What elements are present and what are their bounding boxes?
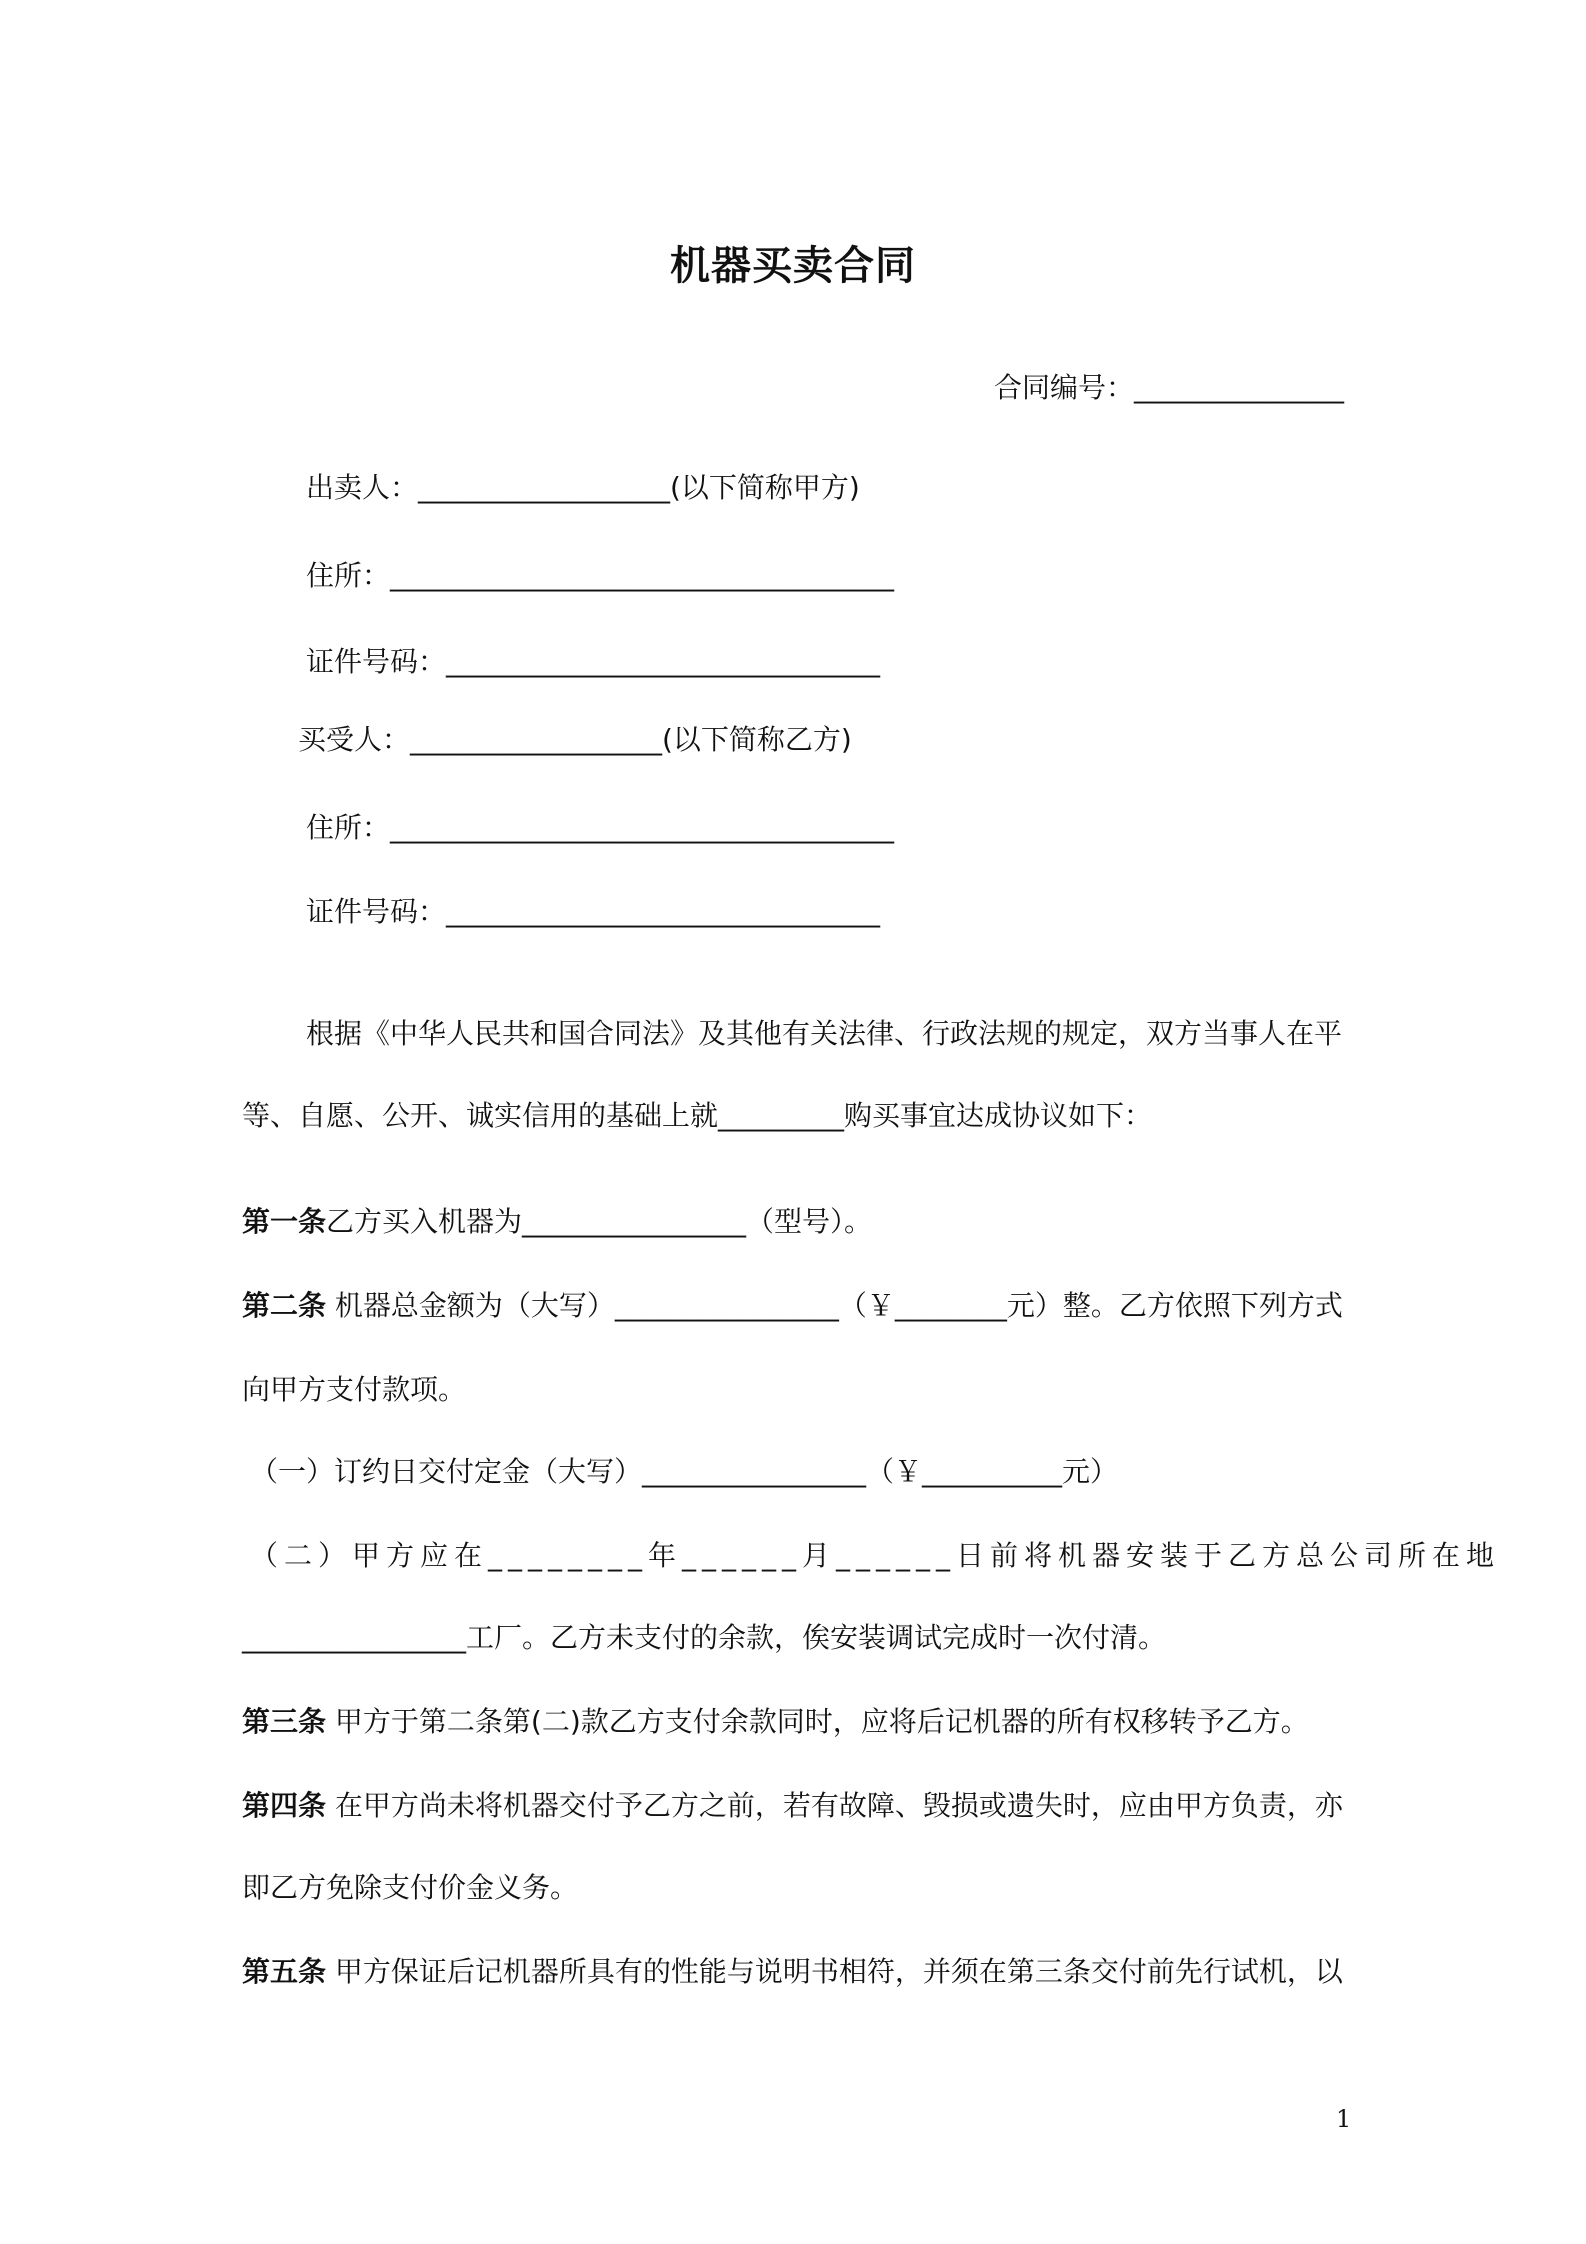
- page-number: 1: [1336, 2105, 1352, 2133]
- article-1-heading: 第一条: [242, 1205, 327, 1238]
- article-5-text: 甲方保证后记机器所具有的性能与说明书相符，并须在第三条交付前先行试机，以: [326, 1955, 1343, 1988]
- article-2-heading: 第二条: [242, 1289, 327, 1322]
- preamble-line-2: 等、自愿、公开、诚实信用的基础上就_________购买事宜达成协议如下：: [242, 1099, 1153, 1132]
- seller-line: 出卖人：__________________(以下简称甲方): [306, 471, 860, 504]
- article-2-line-1: [242, 1286, 1343, 1326]
- buyer-address-line: 住所：____________________________________: [306, 811, 895, 844]
- article-3-heading: 第三条: [242, 1705, 327, 1738]
- article-5-heading: 第五条: [242, 1955, 327, 1988]
- item-2-line-2: ________________工厂。乙方未支付的余款，俟安装调试完成时一次付清。: [242, 1621, 1167, 1654]
- article-4-heading: 第四条: [242, 1789, 327, 1822]
- article-4-line-2: 即乙方免除支付价金义务。: [242, 1871, 579, 1904]
- article-2-text-1: 机器总金额为（大写）________________（￥________元）整。乙方依照下列方式: [326, 1289, 1343, 1322]
- article-5: [242, 1952, 1343, 1992]
- article-1: [242, 1202, 872, 1242]
- buyer-id-line: 证件号码：_______________________________: [306, 895, 881, 928]
- seller-id-line: 证件号码：_______________________________: [306, 645, 881, 678]
- article-4-line-1: [242, 1786, 1343, 1826]
- article-3-text: 甲方于第二条第(二)款乙方支付余款同时，应将后记机器的所有权移转予乙方。: [326, 1705, 1309, 1738]
- seller-address-line: 住所：____________________________________: [306, 559, 895, 592]
- contract-number: 合同编号：_______________: [994, 371, 1345, 404]
- article-1-text: 乙方买入机器为________________（型号）。: [326, 1205, 873, 1238]
- article-3: [242, 1702, 1309, 1742]
- article-2-line-2: 向甲方支付款项。: [242, 1373, 467, 1406]
- document-title: 机器买卖合同: [670, 243, 916, 289]
- item-2-line-1: （二）甲方应在________年______月______日前将机器安装于乙方总公司所在地: [250, 1539, 1501, 1572]
- item-1: （一）订约日交付定金（大写）________________（￥__________元）: [250, 1455, 1119, 1488]
- preamble-line-1: 根据《中华人民共和国合同法》及其他有关法律、行政法规的规定，双方当事人在平: [306, 1017, 1343, 1050]
- buyer-line: 买受人：__________________(以下简称乙方): [298, 723, 852, 756]
- article-4-text-1: 在甲方尚未将机器交付予乙方之前，若有故障、毁损或遗失时，应由甲方负责，亦: [326, 1789, 1343, 1822]
